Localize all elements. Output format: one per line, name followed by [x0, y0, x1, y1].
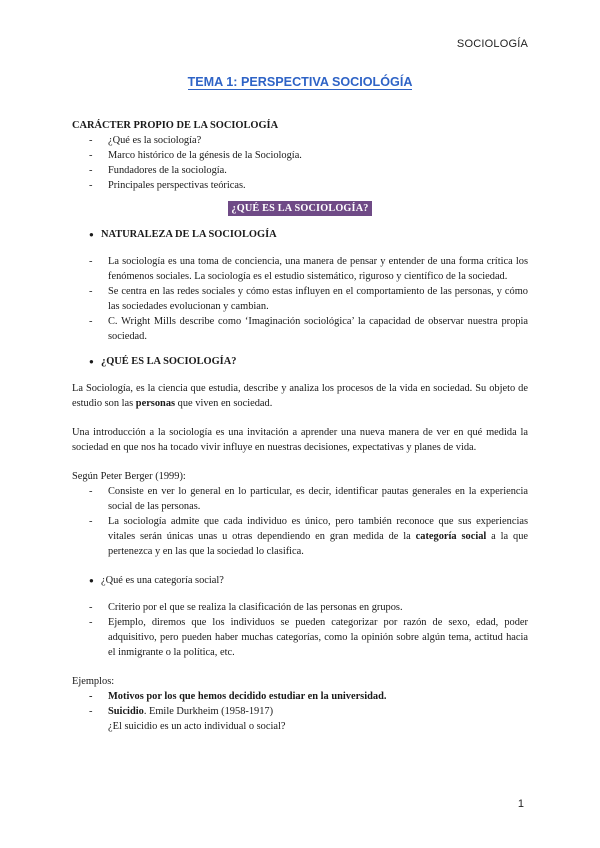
page-header-subject: SOCIOLOGÍA	[456, 38, 528, 50]
page-number: 1	[517, 798, 524, 810]
section-heading-caracter: CARÁCTER PROPIO DE LA SOCIOLOGÍA	[72, 120, 279, 131]
list-item: - ¿Qué es la sociología?	[89, 133, 528, 148]
bullet-icon: ●	[89, 357, 94, 366]
examples-question: ¿El suicidio es un acto individual o social?	[108, 721, 286, 732]
categoria-list	[89, 600, 528, 660]
list-item: - Se centra en las redes sociales y cómo estas influyen en el comportamiento de las personas, y cómo las sociedades evolucionan y cambian.	[89, 284, 528, 314]
bullet-icon: ●	[89, 576, 94, 585]
list-item: - Principales perspectivas teóricas.	[89, 178, 528, 193]
list-item: - Criterio por el que se realiza la clasificación de las personas en grupos.	[89, 600, 528, 615]
list-item: - Consiste en ver lo general en lo particular, es decir, identificar pautas generales en la experiencia social de las personas.	[89, 484, 528, 514]
text-span: La sociología admite que cada individuo es único, pero también reconoce que sus experiencias vitales serán únicas unas u otras dependiendo en gran medida de la	[108, 516, 528, 542]
list-item: - La sociología es una toma de conciencia, una manera de pensar y entender de una forma crítica los fenómenos sociales. La sociología es el estudio sistemático, riguroso y científico de la sociedad.	[89, 254, 528, 284]
paragraph-definition	[72, 381, 528, 411]
paragraph-introduction: Una introducción a la sociología es una invitación a aprender una nueva manera de ver en qué medida la sociedad en que nos ha tocado vivir influye en nuestras decisiones, expectativas y planes de vida.	[72, 427, 528, 453]
examples-list	[89, 689, 528, 719]
bold-term: Suicidio	[108, 706, 144, 717]
text-span: La Sociología, es la ciencia que estudia, describe y analiza los procesos de la vida en sociedad. Su objeto de estudio son las	[72, 383, 528, 409]
text-span: que viven en sociedad.	[175, 398, 273, 409]
bullet-icon: ●	[89, 230, 94, 239]
bullet-heading-naturaleza	[72, 227, 528, 242]
list-item: - C. Wright Mills describe como ‘Imaginación sociológica’ la capacidad de observar nuestra propia sociedad.	[89, 314, 528, 344]
document-title-text: TEMA 1: PERSPECTIVA SOCIOLÓGÍA	[187, 75, 413, 89]
list-item	[89, 514, 528, 559]
bold-term: personas	[135, 398, 176, 409]
caracter-list	[89, 133, 528, 193]
list-item	[89, 704, 528, 719]
text-span: . Emile Durkheim (1958-1917)	[143, 706, 274, 717]
bullet-heading-quees	[72, 354, 528, 369]
section-banner-text: ¿QUÉ ES LA SOCIOLOGÍA?	[228, 201, 371, 216]
document-title	[0, 75, 600, 90]
text-span: a la que pertenezca y en las que la sociedad lo clasifica.	[108, 531, 528, 557]
bullet-heading-text: ¿QUÉ ES LA SOCIOLOGÍA?	[101, 356, 237, 367]
berger-list	[89, 484, 528, 559]
list-item: - Motivos por los que hemos decidido estudiar en la universidad.	[89, 689, 528, 704]
list-item: - Ejemplo, diremos que los individuos se pueden categorizar por razón de sexo, edad, poder adquisitivo, pero pueden haber muchas categorías, como la opinión sobre algún tema, actitud hacia el inmigrante o la política, etc.	[89, 615, 528, 660]
berger-intro: Según Peter Berger (1999):	[72, 471, 186, 482]
list-item: - Marco histórico de la génesis de la Sociología.	[89, 148, 528, 163]
list-item: - Fundadores de la sociología.	[89, 163, 528, 178]
bullet-heading-categoria	[72, 573, 528, 588]
bold-term: categoría social	[415, 531, 487, 542]
naturaleza-list	[89, 254, 528, 344]
section-banner	[72, 201, 528, 219]
bullet-heading-text: NATURALEZA DE LA SOCIOLOGÍA	[101, 229, 277, 240]
examples-label: Ejemplos:	[72, 676, 115, 687]
document-body	[72, 118, 528, 734]
bullet-heading-text: ¿Qué es una categoría social?	[101, 575, 224, 586]
